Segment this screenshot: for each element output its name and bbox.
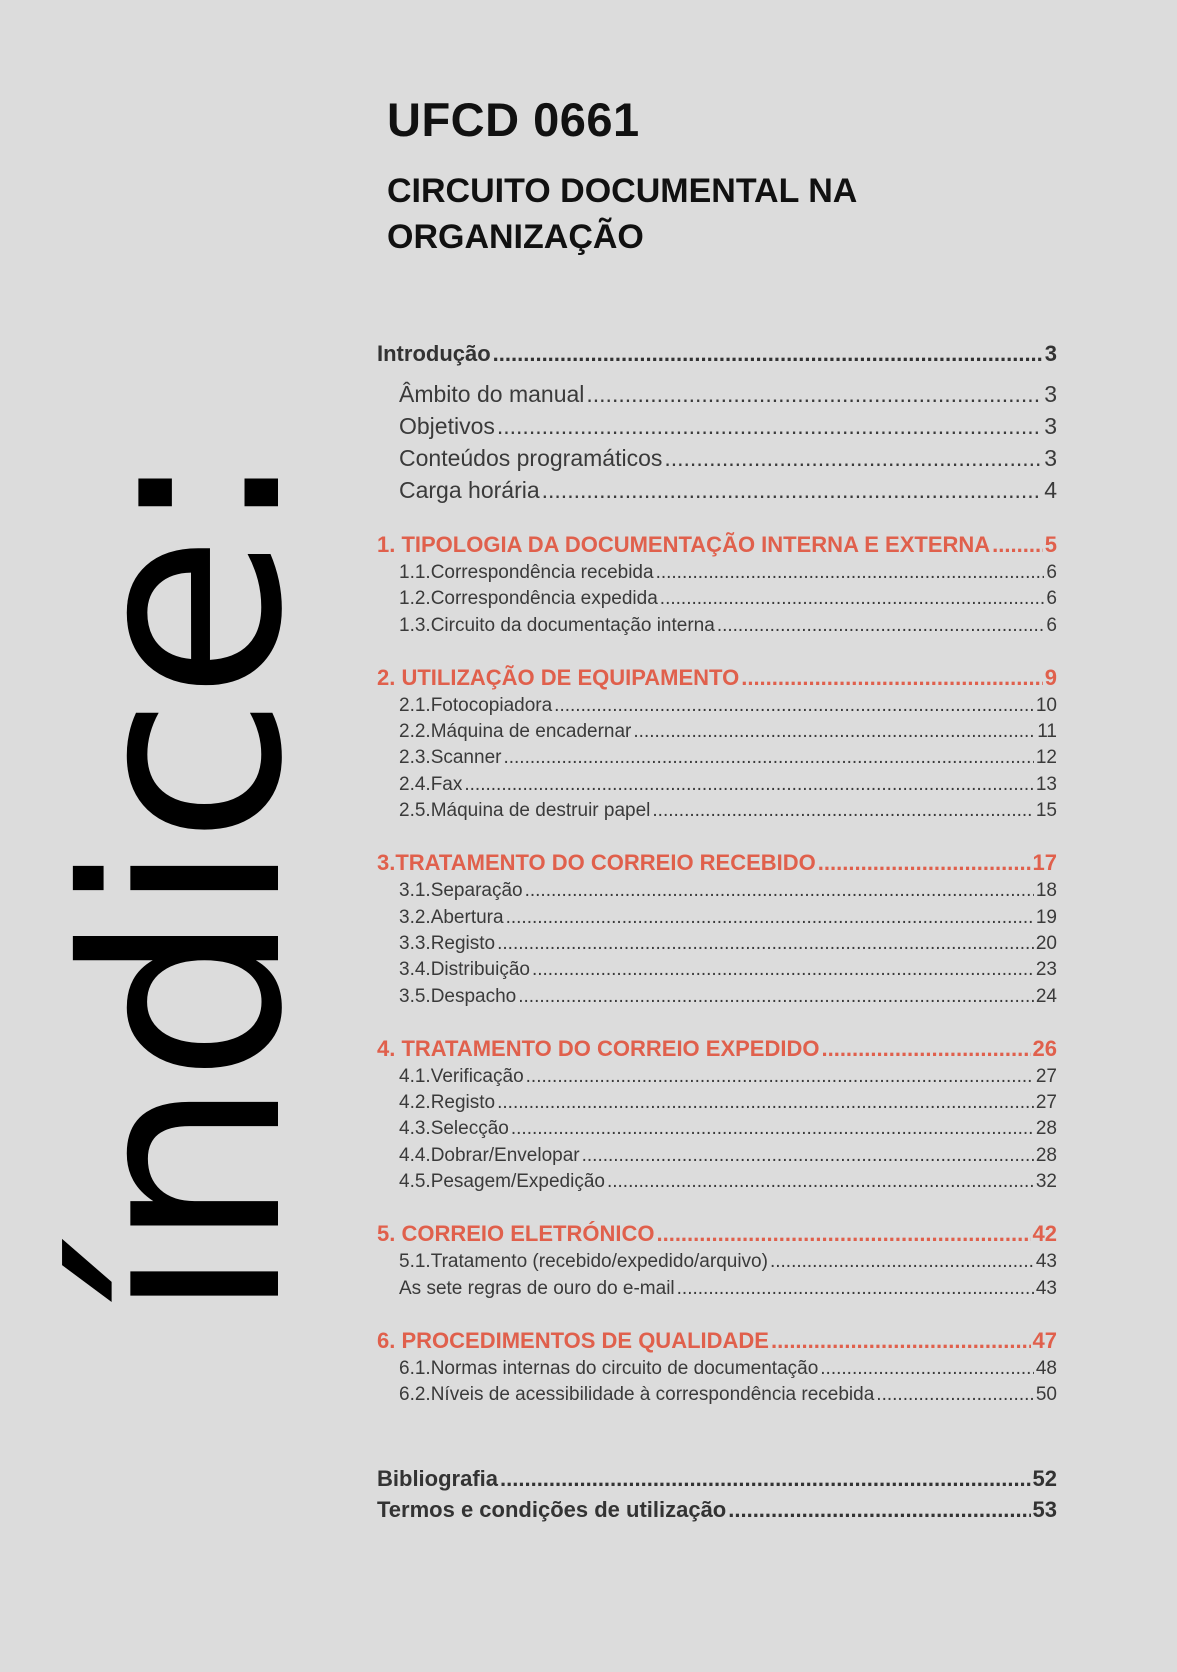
- toc-page: 27: [1035, 1092, 1057, 1114]
- toc-page: 6: [1046, 588, 1057, 610]
- toc-page: 10: [1035, 694, 1057, 716]
- toc-leader: [542, 474, 1043, 506]
- toc-label: 4.5.Pesagem/Expedição: [399, 1171, 605, 1193]
- toc-label: 4.4.Dobrar/Envelopar: [399, 1144, 580, 1166]
- course-code: UFCD 0661: [387, 93, 640, 146]
- toc-page: 47: [1032, 1327, 1057, 1353]
- toc-page: 52: [1032, 1465, 1057, 1491]
- toc-subentry[interactable]: [377, 798, 1057, 824]
- toc-label: 6.1.Normas internas do circuito de documentação: [399, 1357, 819, 1379]
- toc-leader: [497, 931, 1034, 957]
- toc-subentry[interactable]: [377, 1143, 1057, 1169]
- toc-page: 19: [1035, 906, 1057, 928]
- toc-subentry[interactable]: [377, 772, 1057, 798]
- toc-subentry[interactable]: [377, 878, 1057, 904]
- toc-leader: [525, 878, 1034, 904]
- toc-subentry[interactable]: [377, 905, 1057, 931]
- toc-label: 2.2.Máquina de encadernar: [399, 721, 632, 743]
- toc-leader: [532, 957, 1034, 983]
- toc-leader: [821, 1034, 1030, 1064]
- table-of-contents: [377, 340, 1057, 1525]
- toc-subentry[interactable]: [377, 1382, 1057, 1408]
- toc-page: 11: [1037, 721, 1057, 743]
- toc-page: 4: [1044, 477, 1057, 503]
- toc-leader: [660, 586, 1045, 612]
- toc-leader: [876, 1382, 1034, 1408]
- toc-leader: [493, 340, 1043, 368]
- toc-leader: [818, 848, 1031, 878]
- toc-label: 4.1.Verificação: [399, 1065, 524, 1087]
- toc-leader: [607, 1169, 1034, 1195]
- toc-label: 2.5.Máquina de destruir papel: [399, 800, 651, 822]
- chapter-group-6: [377, 1326, 1057, 1409]
- toc-label: Termos e condições de utilização: [377, 1496, 727, 1522]
- toc-page: 18: [1035, 880, 1057, 902]
- toc-label: Carga horária: [399, 477, 540, 503]
- toc-chapter[interactable]: [377, 1326, 1057, 1356]
- toc-leader: [677, 1276, 1034, 1302]
- chapter-group-2: [377, 663, 1057, 824]
- toc-leader: [497, 1090, 1034, 1116]
- toc-leader: [464, 772, 1033, 798]
- toc-subentry[interactable]: [377, 613, 1057, 639]
- toc-subentry[interactable]: [377, 410, 1057, 442]
- toc-chapter[interactable]: [377, 530, 1057, 560]
- back-matter: [377, 1463, 1057, 1525]
- toc-chapter[interactable]: [377, 1034, 1057, 1064]
- toc-leader: [554, 693, 1034, 719]
- toc-page: 28: [1035, 1144, 1057, 1166]
- toc-leader: [770, 1249, 1034, 1275]
- toc-subentry[interactable]: [377, 1116, 1057, 1142]
- toc-leader: [656, 560, 1045, 586]
- toc-page: 3: [1044, 413, 1057, 439]
- index-title: índice:: [27, 450, 342, 1322]
- toc-page: 28: [1035, 1118, 1057, 1140]
- toc-label: 1.3.Circuito da documentação interna: [399, 614, 715, 636]
- toc-subentry[interactable]: [377, 745, 1057, 771]
- toc-label: 6.2.Níveis de acessibilidade à correspondência recebida: [399, 1384, 875, 1406]
- toc-leader: [511, 1116, 1034, 1142]
- toc-chapter[interactable]: [377, 663, 1057, 693]
- toc-leader: [728, 1494, 1030, 1525]
- toc-label: As sete regras de ouro do e-mail: [399, 1277, 675, 1299]
- toc-leader: [500, 1463, 1031, 1494]
- toc-label: 6. PROCEDIMENTOS DE QUALIDADE: [377, 1327, 769, 1353]
- toc-label: Introdução: [377, 341, 491, 366]
- toc-subentry[interactable]: [377, 560, 1057, 586]
- toc-label: 3.3.Registo: [399, 932, 496, 954]
- toc-page: 23: [1035, 959, 1057, 981]
- toc-label: 2. UTILIZAÇÃO DE EQUIPAMENTO: [377, 664, 740, 690]
- toc-leader: [664, 442, 1042, 474]
- toc-chapter[interactable]: [377, 848, 1057, 878]
- toc-leader: [586, 378, 1042, 410]
- toc-entry-introduction[interactable]: [377, 340, 1057, 368]
- toc-subentry[interactable]: [377, 1249, 1057, 1275]
- toc-label: 1.1.Correspondência recebida: [399, 562, 654, 583]
- toc-entry-bibliography[interactable]: [377, 1463, 1057, 1494]
- toc-label: Conteúdos programáticos: [399, 445, 663, 471]
- toc-subentry[interactable]: [377, 984, 1057, 1010]
- toc-leader: [771, 1326, 1031, 1356]
- toc-page: 5: [1044, 532, 1057, 557]
- toc-label: 1.2.Correspondência expedida: [399, 588, 658, 610]
- toc-leader: [518, 984, 1034, 1010]
- toc-subentry[interactable]: [377, 1356, 1057, 1382]
- toc-page: 9: [1044, 664, 1057, 690]
- toc-page: 42: [1032, 1221, 1057, 1247]
- toc-subentry[interactable]: [377, 474, 1057, 506]
- toc-label: 4. TRATAMENTO DO CORREIO EXPEDIDO: [377, 1035, 820, 1061]
- toc-label: 4.2.Registo: [399, 1092, 496, 1114]
- chapter-group-4: [377, 1034, 1057, 1195]
- toc-subentry[interactable]: [377, 1276, 1057, 1302]
- toc-label: 2.1.Fotocopiadora: [399, 694, 553, 716]
- toc-leader: [717, 613, 1045, 639]
- toc-subentry[interactable]: [377, 586, 1057, 612]
- toc-subentry[interactable]: [377, 1064, 1057, 1090]
- toc-page: 24: [1035, 985, 1057, 1007]
- toc-page: 13: [1035, 773, 1057, 795]
- toc-page: 48: [1035, 1357, 1057, 1379]
- toc-label: 3.TRATAMENTO DO CORREIO RECEBIDO: [377, 850, 816, 876]
- toc-leader: [582, 1143, 1034, 1169]
- toc-chapter[interactable]: [377, 1219, 1057, 1249]
- toc-label: Âmbito do manual: [399, 381, 585, 407]
- toc-page: 15: [1035, 800, 1057, 822]
- toc-label: 3.2.Abertura: [399, 906, 504, 928]
- toc-page: 43: [1035, 1251, 1057, 1273]
- toc-label: 5. CORREIO ELETRÓNICO: [377, 1221, 655, 1247]
- toc-leader: [992, 530, 1043, 560]
- toc-subentry[interactable]: [377, 442, 1057, 474]
- toc-leader: [820, 1356, 1034, 1382]
- toc-subentry[interactable]: [377, 1090, 1057, 1116]
- intro-items: [377, 378, 1057, 506]
- document-header: [387, 92, 947, 260]
- toc-page: 3: [1044, 341, 1057, 366]
- toc-leader: [741, 663, 1043, 693]
- toc-subentry[interactable]: [377, 378, 1057, 410]
- toc-page: 43: [1035, 1277, 1057, 1299]
- toc-page: 6: [1046, 562, 1057, 583]
- toc-label: 2.3.Scanner: [399, 747, 502, 769]
- toc-label: Objetivos: [399, 413, 495, 439]
- toc-label: 2.4.Fax: [399, 773, 463, 795]
- course-title: CIRCUITO DOCUMENTAL NA ORGANIZAÇÃO: [387, 172, 857, 256]
- toc-page: 27: [1035, 1065, 1057, 1087]
- toc-leader: [652, 798, 1033, 824]
- toc-leader: [633, 719, 1035, 745]
- toc-page: 50: [1035, 1384, 1057, 1406]
- toc-subentry[interactable]: [377, 719, 1057, 745]
- toc-subentry[interactable]: [377, 931, 1057, 957]
- toc-page: 53: [1032, 1496, 1057, 1522]
- toc-leader: [656, 1219, 1030, 1249]
- toc-subentry[interactable]: [377, 957, 1057, 983]
- toc-page: 17: [1032, 850, 1057, 876]
- toc-leader: [497, 410, 1042, 442]
- toc-label: Bibliografia: [377, 1465, 499, 1491]
- toc-leader: [503, 745, 1033, 771]
- toc-entry-terms[interactable]: [377, 1494, 1057, 1525]
- toc-label: 5.1.Tratamento (recebido/expedido/arquivo): [399, 1251, 768, 1273]
- toc-label: 3.4.Distribuição: [399, 959, 530, 981]
- chapter-group-5: [377, 1219, 1057, 1302]
- chapter-group-1: [377, 530, 1057, 639]
- toc-label: 1. TIPOLOGIA DA DOCUMENTAÇÃO INTERNA E EXTERNA: [377, 532, 991, 557]
- chapter-group-3: [377, 848, 1057, 1009]
- toc-subentry[interactable]: [377, 693, 1057, 719]
- toc-label: 4.3.Selecção: [399, 1118, 509, 1140]
- toc-page: 12: [1035, 747, 1057, 769]
- toc-label: 3.1.Separação: [399, 880, 523, 902]
- toc-leader: [506, 905, 1034, 931]
- toc-page: 26: [1032, 1035, 1057, 1061]
- toc-subentry[interactable]: [377, 1169, 1057, 1195]
- toc-page: 3: [1044, 445, 1057, 471]
- toc-page: 3: [1044, 381, 1057, 407]
- toc-leader: [526, 1064, 1034, 1090]
- toc-page: 32: [1035, 1171, 1057, 1193]
- toc-label: 3.5.Despacho: [399, 985, 517, 1007]
- toc-page: 6: [1046, 614, 1057, 636]
- toc-page: 20: [1035, 932, 1057, 954]
